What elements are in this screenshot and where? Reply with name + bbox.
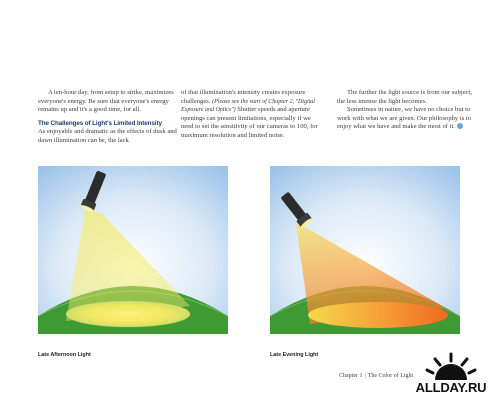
body-paragraph [337,106,477,132]
footer-separator: | [364,373,366,379]
column-1 [38,89,180,146]
spotlight-illustration [270,166,460,334]
spotlight-illustration [38,166,228,334]
chapter-label: Chapter 1 [339,373,363,379]
column-2 [181,89,321,141]
chapter-reference: (Please see the start of Chapter 2, "Digital Exposure and Optics") [181,98,315,114]
chapter-title: The Color of Light [367,373,414,379]
body-text: Shutter speeds and aperture openings can present limitations, especially if we need to set the sensitivity of our cameras to 100, for maximum resolution and limited noise. [181,106,318,139]
column-3 [337,89,477,132]
body-paragraph: The further the light source is from our subject, the less intense the light becomes. [337,89,473,105]
sun-icon [425,352,477,382]
section-heading: The Challenges of Light's Limited Intensity [38,119,162,127]
watermark-logo [407,352,495,398]
body-text: Sometimes in nature, we have no choice but to work with what we are given. Our philosophy is to enjoy what we have and make the most of it. [337,106,472,131]
body-paragraph: A ten-hour day, from setup to strike, maximizes everyone's energy. Be sure that everyone's energy remains up and it's a good time, for all. [38,89,174,114]
figure-caption: Late Evening Light [270,352,319,358]
page-footer [339,373,413,379]
illustration-late-evening [270,166,460,334]
body-text: of that illumination's intensity creates exposure challenges. [181,89,306,105]
end-marker-icon [457,123,463,129]
figure-caption: Late Afternoon Light [38,352,91,358]
body-paragraph: As enjoyable and dramatic as the effects of dusk and dawn illumination can be, the lack [38,128,177,144]
light-spot [308,302,448,328]
body-paragraph [181,89,321,141]
watermark-text: ALLDAY.RU [415,380,487,395]
illustration-late-afternoon [38,166,228,334]
